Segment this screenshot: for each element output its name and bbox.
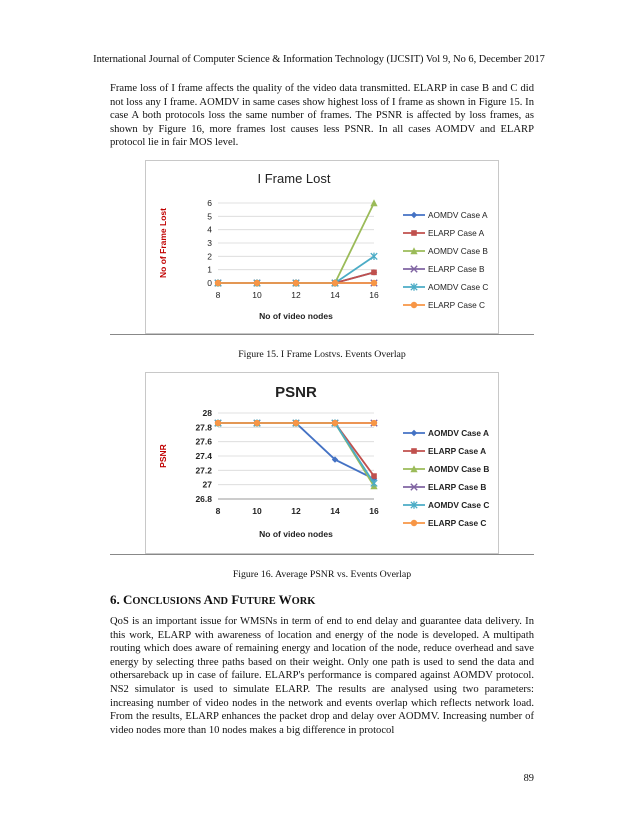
legend-label: AOMDV Case A [428, 210, 488, 220]
data-point [371, 473, 377, 479]
figure-16-rule [110, 554, 534, 555]
x-tick-label: 10 [252, 506, 262, 516]
data-point [215, 420, 221, 426]
section-word-2: AND [203, 592, 229, 607]
chart-title: PSNR [275, 384, 317, 401]
body-paragraph-1: Frame loss of I frame affects the quality of the video data transmitted. ELARP in case B and C did not loss any I frame. AOMDV in same cases show highest loss of I frame as shown in Figure 15. In case A both protocols loss the same number of frames. The PSNR is affected by loss frames, as shown by Figure 16, more frames lost causes less PSNR. In all cases AOMDV and ELARP protocol lie in fair MOS level. [110, 83, 534, 149]
legend-marker [411, 212, 417, 218]
legend-label: AOMDV Case C [428, 500, 490, 510]
x-tick-label: 10 [252, 290, 262, 300]
y-tick-label: 27 [202, 479, 212, 490]
section-heading [110, 592, 315, 608]
x-tick-label: 14 [330, 290, 340, 300]
x-axis-label: No of video nodes [259, 311, 333, 321]
legend-label: ELARP Case C [428, 518, 487, 528]
legend-item [403, 464, 489, 474]
legend-label: AOMDV Case A [428, 428, 490, 438]
legend-label: AOMDV Case C [428, 282, 489, 292]
legend-item [403, 228, 485, 238]
y-tick-label: 28 [202, 408, 212, 418]
figure-15-caption: Figure 15. I Frame Lostvs. Events Overlap [238, 349, 406, 360]
x-tick-label: 12 [291, 506, 301, 516]
y-tick-label: 6 [207, 198, 212, 208]
y-tick-label: 26.8 [195, 494, 212, 504]
chart-i-frame-lost [146, 161, 498, 333]
data-point [254, 280, 260, 286]
y-tick-label: 27.2 [195, 465, 212, 476]
x-tick-label: 8 [215, 506, 221, 516]
legend-label: ELARP Case C [428, 300, 486, 310]
legend-item [403, 518, 486, 528]
page-number: 89 [523, 773, 534, 784]
legend-item [403, 282, 488, 292]
section-word-3: FUTURE [231, 592, 276, 607]
legend-item [403, 246, 488, 256]
data-point [254, 420, 260, 426]
legend-item [403, 500, 489, 510]
x-tick-label: 12 [291, 290, 301, 300]
legend-item [403, 210, 488, 220]
y-axis-label: No of Frame Lost [158, 208, 168, 278]
data-point [215, 280, 221, 286]
legend-label: ELARP Case A [428, 446, 487, 456]
y-tick-label: 5 [207, 211, 212, 222]
data-point [371, 420, 377, 426]
data-point [332, 280, 338, 286]
x-tick-label: 16 [369, 290, 379, 300]
data-point [332, 420, 338, 426]
body-paragraph-2: QoS is an important issue for WMSNs in term of end to end delay and guarantee data delivery. In this work, ELARP with awareness of location and energy of the node is developed. A multipath routing which does aware of remaining energy and location of the node, reduce overhead and save energy by selecting three paths based on their weight. Only one path is used to send the data and othersareback up in case of failure. ELARP's performance is compared against AOMDV protocol. NS2 simulator is used to simulate ELARP. The results are analysed using two parameters: increasing number of video nodes in the network and events overlap which reflects network load. From the results, ELARP enhances the packet drop and delay over AODMV. Increasing number of video nodes more than 10 nodes makes a big difference in protocol [110, 616, 534, 736]
legend-marker [411, 448, 417, 454]
legend-marker [411, 230, 417, 236]
figure-15-frame [145, 160, 499, 334]
series-2 [214, 419, 377, 489]
data-point [293, 420, 299, 426]
data-point [371, 270, 377, 276]
y-axis-label: PSNR [158, 444, 168, 468]
legend-label: ELARP Case B [428, 482, 487, 492]
legend-marker [411, 430, 417, 436]
legend-label: ELARP Case B [428, 264, 485, 274]
series-line [218, 423, 374, 486]
series-line [218, 423, 374, 483]
y-tick-label: 4 [207, 224, 212, 235]
y-tick-label: 0 [207, 278, 212, 288]
y-tick-label: 27.4 [195, 451, 212, 461]
figure-15 [110, 160, 534, 360]
legend-item [403, 482, 486, 492]
section-word-1: CONCLUSIONS [123, 592, 202, 607]
series-5 [215, 420, 377, 426]
data-point [371, 280, 377, 286]
y-tick-label: 27.8 [195, 422, 212, 433]
y-tick-label: 1 [207, 264, 212, 275]
x-tick-label: 8 [215, 290, 221, 300]
legend-label: ELARP Case A [428, 228, 485, 238]
y-tick-label: 2 [207, 251, 212, 262]
chart-title: I Frame Lost [257, 171, 331, 186]
legend-item [403, 300, 485, 310]
figure-16-frame [145, 372, 499, 554]
y-tick-label: 27.6 [195, 436, 212, 447]
figure-16-caption: Figure 16. Average PSNR vs. Events Overlap [232, 569, 412, 580]
legend-item [403, 428, 489, 438]
section-number: 6. [110, 592, 120, 607]
figure-16 [110, 372, 534, 582]
y-tick-label: 3 [207, 238, 212, 248]
legend-marker [411, 302, 417, 308]
series-5 [215, 280, 377, 286]
running-header: International Journal of Computer Science & Information Technology (IJCSIT) Vol 9, No 6, December 2017 [93, 54, 545, 65]
figure-15-rule [110, 334, 534, 335]
legend-marker [411, 520, 417, 526]
data-point [293, 280, 299, 286]
section-word-4: WORK [278, 592, 316, 607]
legend-label: AOMDV Case B [428, 464, 490, 474]
legend-label: AOMDV Case B [428, 246, 488, 256]
chart-psnr [146, 373, 498, 553]
x-axis-label: No of video nodes [259, 529, 333, 539]
legend-item [403, 264, 485, 274]
x-tick-label: 14 [330, 506, 340, 516]
x-tick-label: 16 [369, 506, 379, 516]
legend-item [403, 446, 486, 456]
